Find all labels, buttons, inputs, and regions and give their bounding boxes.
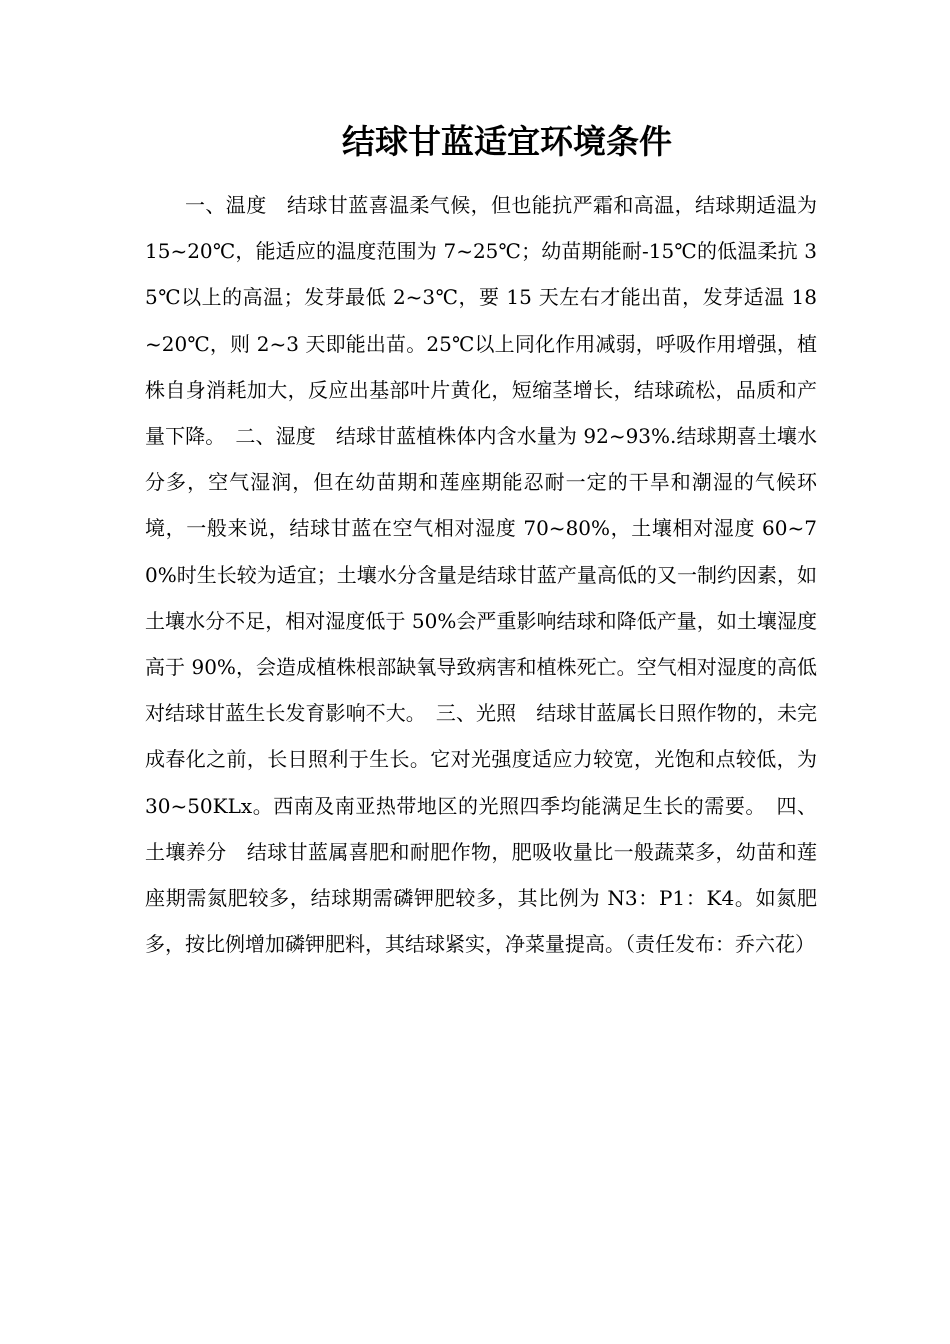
document-body-paragraph: 一、温度 结球甘蓝喜温柔气候，但也能抗严霜和高温，结球期适温为 15~20℃，能适应的温度范围为 7~25℃；幼苗期能耐-15℃的低温柔抗 35℃以上的高温；发芽最低 2~3℃，要 15 天左右才能出苗，发芽适温 18~20℃，则 2~3 天即能出苗。25℃以上同化作用减弱，呼吸作用增强，植株自身消耗加大，反应出基部叶片黄化，短缩茎增长，结球疏松，品质和产量下降。 二、湿度 结球甘蓝植株体内含水量为 92~93%.结球期喜土壤水分多，空气湿润，但在幼苗期和莲座期能忍耐一定的干旱和潮湿的气候环境，一般来说，结球甘蓝在空气相对湿度 70~80%，土壤相对湿度 60~70%时生长较为适宜；土壤水分含量是结球甘蓝产量高低的又一制约因素，如土壤水分不足，相对湿度低于 50%会严重影响结球和降低产量，如土壤湿度高于 90%，会造成植株根部缺氧导致病害和植株死亡。空气相对湿度的高低对结球甘蓝生长发育影响不大。 三、光照 结球甘蓝属长日照作物的，未完成春化之前，长日照利于生长。它对光强度适应力较宽，光饱和点较低，为 30~50KLx。西南及南亚热带地区的光照四季均能满足生长的需要。 四、土壤养分 结球甘蓝属喜肥和耐肥作物，肥吸收量比一般蔬菜多，幼苗和莲座期需氮肥较多，结球期需磷钾肥较多，其比例为 N3：P1：K4。如氮肥多，按比例增加磷钾肥料，其结球紧实，净菜量提高。（责任发布：乔六花）: [145, 193, 817, 957]
document-title: 结球甘蓝适宜环境条件: [342, 122, 672, 161]
